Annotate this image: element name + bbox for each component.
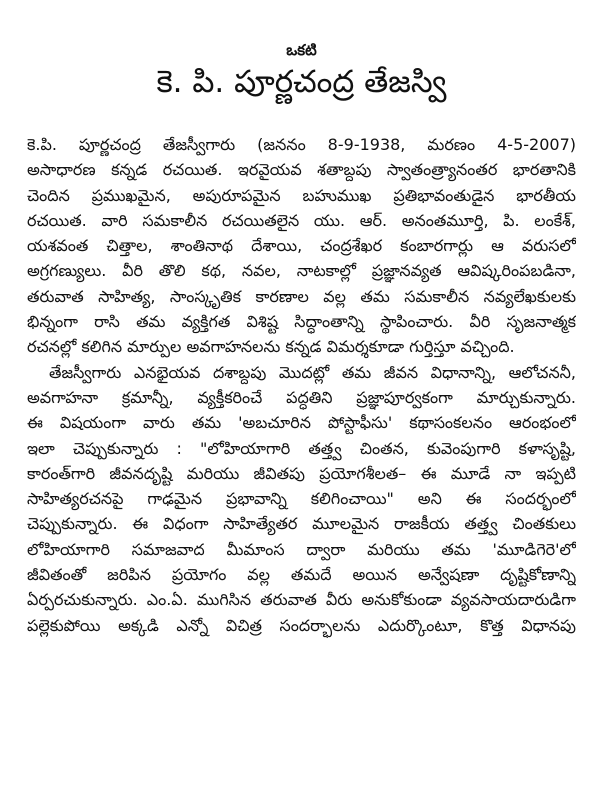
text-line: చెప్పుకున్నారు. ఈ విధంగా సాహిత్యేతర మూలమైన రాజకీయ తత్త్వ చింతకులు bbox=[27, 514, 576, 534]
text-line: తేజస్వీగారు ఎనభైయవ దశాబ్దపు మొదట్లో తమ జీవన విధానాన్ని, ఆలోచననీ, bbox=[49, 362, 576, 382]
chapter-number: ఒకటి bbox=[286, 41, 317, 59]
text-line: అవగాహనా క్రమాన్నీ, వ్యక్తీకరించే పద్ధతిని ప్రజ్ఞాపూర్వకంగా మార్చుకున్నారు. bbox=[27, 387, 576, 407]
text-line: తరువాత సాహిత్య, సాంస్కృతిక కారణాల వల్ల తమ సమకాలీన నవ్యలేఖకులకు bbox=[27, 286, 576, 306]
text-line: చెందిన ప్రముఖమైన, అపురూపమైన బహుముఖ ప్రతిభావంతుడైన భారతీయ bbox=[27, 185, 576, 205]
body-text bbox=[27, 132, 576, 638]
text-line: ఈ విషయంగా వారు తమ 'అబచూరిన పోస్టాఫీసు' కథాసంకలనం ఆరంభంలో bbox=[27, 413, 576, 433]
text-line: యశవంత చిత్తాల, శాంతినాథ దేశాయి, చంద్రశేఖర కంబారగార్లు ఆ వరుసలో bbox=[27, 236, 576, 256]
text-line: ఇలా చెప్పుకున్నారు : "లోహియాగారి తత్త్వ చింతన, కువెంపుగారి కళాసృష్టి, bbox=[27, 438, 576, 458]
text-line: పల్లెకుపోయి అక్కడి ఎన్నో విచిత్ర సందర్భాలను ఎదుర్కొంటూ, కొత్త విధానపు bbox=[27, 615, 576, 635]
text-line: కారంత్‌గారి జీవనదృష్టి మరియు జీవితపు ప్రయోగశీలత– ఈ మూడే నా ఇప్పటి bbox=[27, 463, 576, 483]
text-line: కె.పి. పూర్ణచంద్ర తేజస్వీగారు (జననం 8-9-1938, మరణం 4-5-2007) bbox=[27, 135, 576, 154]
paragraph-1 bbox=[27, 132, 576, 360]
text-line: రచయిత. వారి సమకాలీన రచయితలైన యు. ఆర్. అనంతమూర్తి, పి. లంకేశ్, bbox=[27, 210, 576, 230]
text-line: అసాధారణ కన్నడ రచయిత. ఇరవైయవ శతాబ్దపు స్వాతంత్ర్యానంతర భారతానికి bbox=[27, 160, 576, 180]
text-line: రచనల్లో కలిగిన మార్పుల అవగాహనలను కన్నడ విమర్శకూడా గుర్తిస్తూ వచ్చింది. bbox=[27, 337, 515, 357]
text-line: ఏర్పరచుకున్నారు. ఎం.ఏ. ముగిసిన తరువాత వీరు అనుకోకుండా వ్యవసాయదారుడిగా bbox=[27, 590, 576, 610]
paragraph-2 bbox=[27, 360, 576, 638]
text-line: సాహిత్యరచనపై గాఢమైన ప్రభావాన్ని కలిగించాయి" అని ఈ సందర్భంలో bbox=[27, 489, 576, 509]
text-line: లోహియాగారి సమాజవాద మీమాంస ద్వారా మరియు తమ 'మూడిగెరె'లో bbox=[27, 539, 576, 559]
chapter-title: కె. పి. పూర్ణచంద్ర తేజస్వి bbox=[156, 64, 447, 100]
text-line: అగ్రగణ్యులు. వీరి తొలి కథ, నవల, నాటకాల్లో ప్రజ్ఞానవ్యత ఆవిష్కరింపబడినా, bbox=[27, 261, 576, 281]
text-line: జీవితంతో జరిపిన ప్రయోగం వల్ల తమదే అయిన అన్వేషణా దృష్టికోణాన్ని bbox=[27, 565, 576, 585]
text-line: భిన్నంగా రాసి తమ వ్యక్తిగత విశిష్ట సిద్ధాంతాన్ని స్థాపించారు. వీరి సృజనాత్మక bbox=[27, 312, 576, 332]
